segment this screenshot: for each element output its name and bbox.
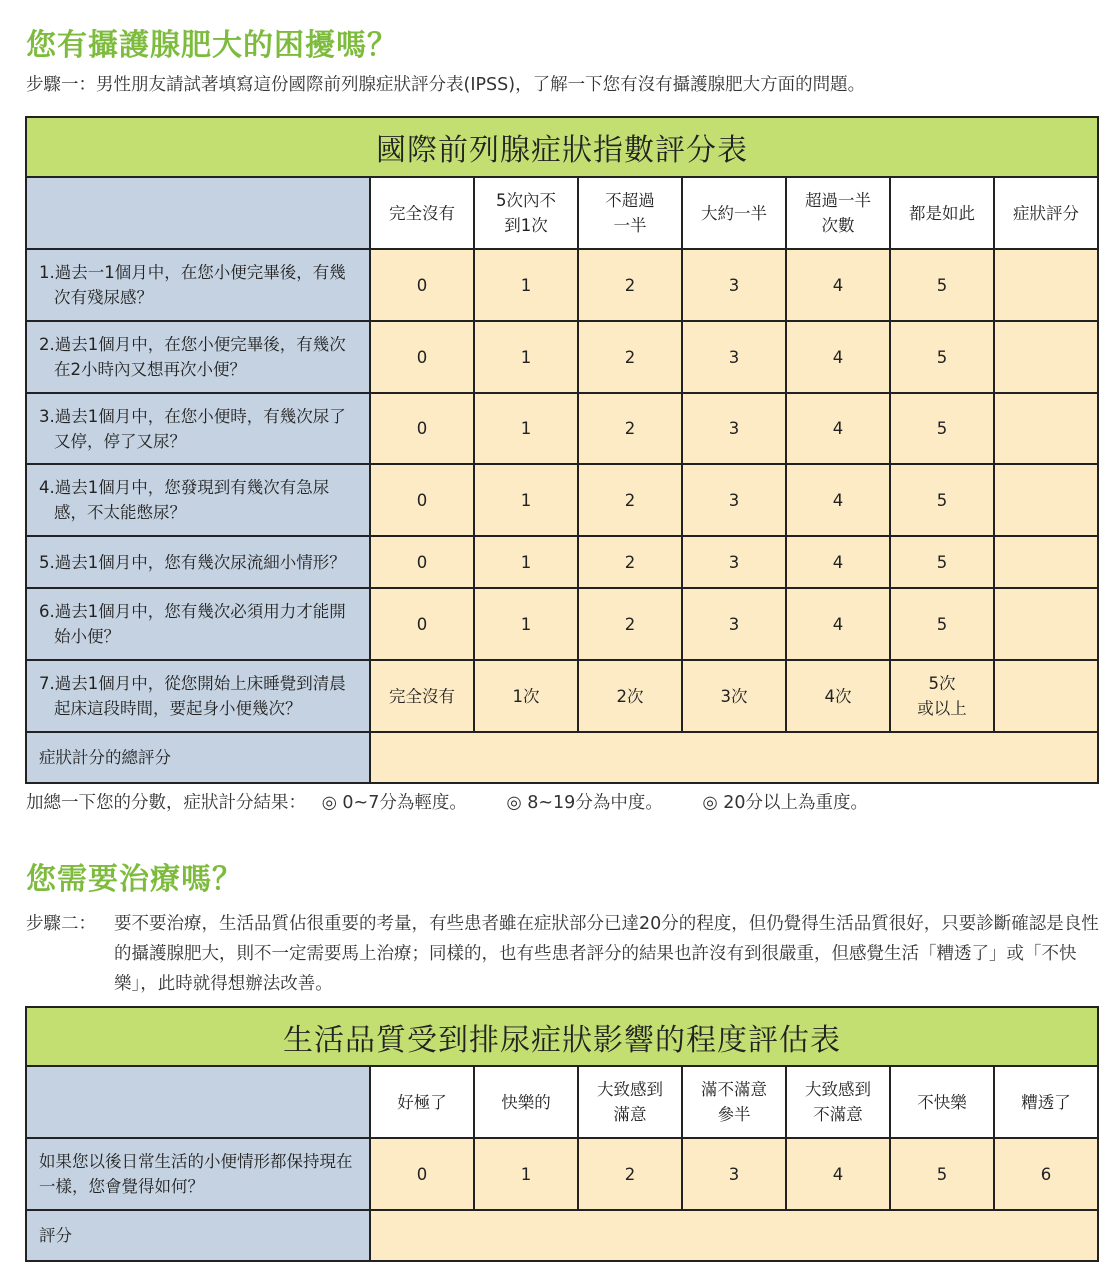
- ipss-option-cell[interactable]: 2: [578, 536, 682, 588]
- ipss-score-input[interactable]: [994, 393, 1098, 464]
- legend-mild: ◎ 0~7分為輕度。: [321, 793, 467, 813]
- ipss-option-cell[interactable]: 2次: [578, 660, 682, 732]
- ipss-option-cell[interactable]: 4: [786, 464, 890, 536]
- qol-question-row: [26, 1138, 1098, 1210]
- ipss-option-cell[interactable]: 4: [786, 321, 890, 393]
- qol-header-cell: 大致感到 不滿意: [786, 1066, 890, 1138]
- ipss-option-cell[interactable]: 3: [682, 321, 786, 393]
- qol-caption: 生活品質受到排尿症狀影響的程度評估表: [26, 1007, 1098, 1066]
- ipss-score-input[interactable]: [994, 249, 1098, 321]
- qol-score-input[interactable]: [370, 1210, 1098, 1261]
- ipss-option-cell[interactable]: 2: [578, 321, 682, 393]
- qol-option-cell[interactable]: 5: [890, 1138, 994, 1210]
- ipss-header-cell: 症狀評分: [994, 177, 1098, 249]
- ipss-option-cell[interactable]: 完全沒有: [370, 660, 474, 732]
- ipss-question: 6.過去1個月中，您有幾次必須用力才能開始小便？: [26, 588, 370, 660]
- ipss-question-row: [26, 536, 1098, 588]
- ipss-option-cell[interactable]: 0: [370, 464, 474, 536]
- qol-option-cell[interactable]: 6: [994, 1138, 1098, 1210]
- ipss-table: [25, 116, 1099, 784]
- step2-text: [26, 909, 1106, 999]
- ipss-header-cell: 都是如此: [890, 177, 994, 249]
- ipss-question: 3.過去1個月中，在您小便時，有幾次尿了又停，停了又尿？: [26, 393, 370, 464]
- step2-label: 步驟二：: [26, 914, 96, 934]
- section2-title: 您需要治療嗎？: [26, 862, 243, 897]
- step2-body: 要不要治療，生活品質佔很重要的考量，有些患者雖在症狀部分已達20分的程度，但仍覺得生活品質很好，只要診斷確認是良性的攝護腺肥大，則不一定需要馬上治療；同樣的，也有些患者評分的結果也許沒有到很嚴重，但感覺生活「糟透了」或「不快樂」，此時就得想辦法改善。: [114, 914, 1099, 994]
- ipss-option-cell[interactable]: 5: [890, 588, 994, 660]
- section1-title: 您有攝護腺肥大的困擾嗎？: [26, 28, 398, 63]
- ipss-question-row: [26, 321, 1098, 393]
- ipss-score-input[interactable]: [994, 660, 1098, 732]
- qol-header-cell: 滿不滿意 參半: [682, 1066, 786, 1138]
- ipss-question: 4.過去1個月中，您發現到有幾次有急尿感，不太能憋尿？: [26, 464, 370, 536]
- ipss-score-input[interactable]: [994, 321, 1098, 393]
- ipss-option-cell[interactable]: 5次 或以上: [890, 660, 994, 732]
- ipss-header-cell: 大約一半: [682, 177, 786, 249]
- ipss-question: 1.過去一1個月中，在您小便完畢後，有幾次有殘尿感？: [26, 249, 370, 321]
- qol-header-cell: 好極了: [370, 1066, 474, 1138]
- ipss-option-cell[interactable]: 4: [786, 536, 890, 588]
- ipss-header-row: [26, 177, 1098, 249]
- ipss-option-cell[interactable]: 1: [474, 536, 578, 588]
- ipss-option-cell[interactable]: 5: [890, 249, 994, 321]
- qol-option-cell[interactable]: 1: [474, 1138, 578, 1210]
- ipss-score-input[interactable]: [994, 536, 1098, 588]
- ipss-question: 2.過去1個月中，在您小便完畢後，有幾次在2小時內又想再次小便？: [26, 321, 370, 393]
- ipss-option-cell[interactable]: 1: [474, 393, 578, 464]
- ipss-question-row: [26, 393, 1098, 464]
- ipss-option-cell[interactable]: 1: [474, 464, 578, 536]
- qol-question: 如果您以後日常生活的小便情形都保持現在一樣，您會覺得如何？: [26, 1138, 370, 1210]
- ipss-option-cell[interactable]: 4次: [786, 660, 890, 732]
- ipss-option-cell[interactable]: 1: [474, 249, 578, 321]
- ipss-option-cell[interactable]: 3: [682, 464, 786, 536]
- qol-table: [25, 1006, 1099, 1262]
- ipss-option-cell[interactable]: 4: [786, 249, 890, 321]
- ipss-header-blank: [26, 177, 370, 249]
- score-legend: [26, 789, 868, 814]
- ipss-header-cell: 超過一半 次數: [786, 177, 890, 249]
- ipss-total-input[interactable]: [370, 732, 1098, 783]
- ipss-header-cell: 不超過 一半: [578, 177, 682, 249]
- ipss-option-cell[interactable]: 1: [474, 588, 578, 660]
- ipss-question: 5.過去1個月中，您有幾次尿流細小情形？: [26, 536, 370, 588]
- qol-header-cell: 糟透了: [994, 1066, 1098, 1138]
- ipss-question-row: [26, 660, 1098, 732]
- qol-option-cell[interactable]: 0: [370, 1138, 474, 1210]
- ipss-option-cell[interactable]: 0: [370, 536, 474, 588]
- ipss-caption: 國際前列腺症狀指數評分表: [26, 117, 1098, 177]
- ipss-option-cell[interactable]: 1: [474, 321, 578, 393]
- ipss-option-cell[interactable]: 3: [682, 249, 786, 321]
- qol-option-cell[interactable]: 2: [578, 1138, 682, 1210]
- qol-score-row: [26, 1210, 1098, 1261]
- qol-header-row: [26, 1066, 1098, 1138]
- step1-text: 步驟一：男性朋友請試著填寫這份國際前列腺症狀評分表(IPSS)，了解一下您有沒有攝護腺肥大方面的問題。: [26, 75, 866, 95]
- legend-severe: ◎ 20分以上為重度。: [702, 793, 869, 813]
- ipss-option-cell[interactable]: 0: [370, 249, 474, 321]
- qol-score-label: 評分: [26, 1210, 370, 1261]
- qol-option-cell[interactable]: 4: [786, 1138, 890, 1210]
- ipss-option-cell[interactable]: 2: [578, 588, 682, 660]
- legend-intro: 加總一下您的分數，症狀計分結果：: [26, 793, 306, 813]
- ipss-header-cell: 完全沒有: [370, 177, 474, 249]
- ipss-option-cell[interactable]: 3次: [682, 660, 786, 732]
- qol-header-cell: 快樂的: [474, 1066, 578, 1138]
- ipss-option-cell[interactable]: 2: [578, 464, 682, 536]
- qol-header-blank: [26, 1066, 370, 1138]
- ipss-question-row: [26, 249, 1098, 321]
- ipss-option-cell[interactable]: 3: [682, 588, 786, 660]
- ipss-option-cell[interactable]: 3: [682, 536, 786, 588]
- ipss-option-cell[interactable]: 2: [578, 393, 682, 464]
- ipss-score-input[interactable]: [994, 588, 1098, 660]
- ipss-option-cell[interactable]: 5: [890, 464, 994, 536]
- ipss-option-cell[interactable]: 3: [682, 393, 786, 464]
- qol-header-cell: 不快樂: [890, 1066, 994, 1138]
- ipss-option-cell[interactable]: 0: [370, 588, 474, 660]
- ipss-question: 7.過去1個月中，從您開始上床睡覺到清晨起床這段時間，要起身小便幾次？: [26, 660, 370, 732]
- ipss-total-row: [26, 732, 1098, 783]
- ipss-option-cell[interactable]: 5: [890, 393, 994, 464]
- ipss-question-row: [26, 588, 1098, 660]
- ipss-total-label: 症狀計分的總評分: [26, 732, 370, 783]
- ipss-option-cell[interactable]: 4: [786, 393, 890, 464]
- ipss-option-cell[interactable]: 2: [578, 249, 682, 321]
- ipss-option-cell[interactable]: 0: [370, 321, 474, 393]
- qol-option-cell[interactable]: 3: [682, 1138, 786, 1210]
- legend-moderate: ◎ 8~19分為中度。: [506, 793, 663, 813]
- ipss-option-cell[interactable]: 1次: [474, 660, 578, 732]
- ipss-question-row: [26, 464, 1098, 536]
- ipss-header-cell: 5次內不 到1次: [474, 177, 578, 249]
- qol-header-cell: 大致感到 滿意: [578, 1066, 682, 1138]
- ipss-option-cell[interactable]: 5: [890, 321, 994, 393]
- ipss-score-input[interactable]: [994, 464, 1098, 536]
- ipss-option-cell[interactable]: 5: [890, 536, 994, 588]
- ipss-option-cell[interactable]: 0: [370, 393, 474, 464]
- ipss-option-cell[interactable]: 4: [786, 588, 890, 660]
